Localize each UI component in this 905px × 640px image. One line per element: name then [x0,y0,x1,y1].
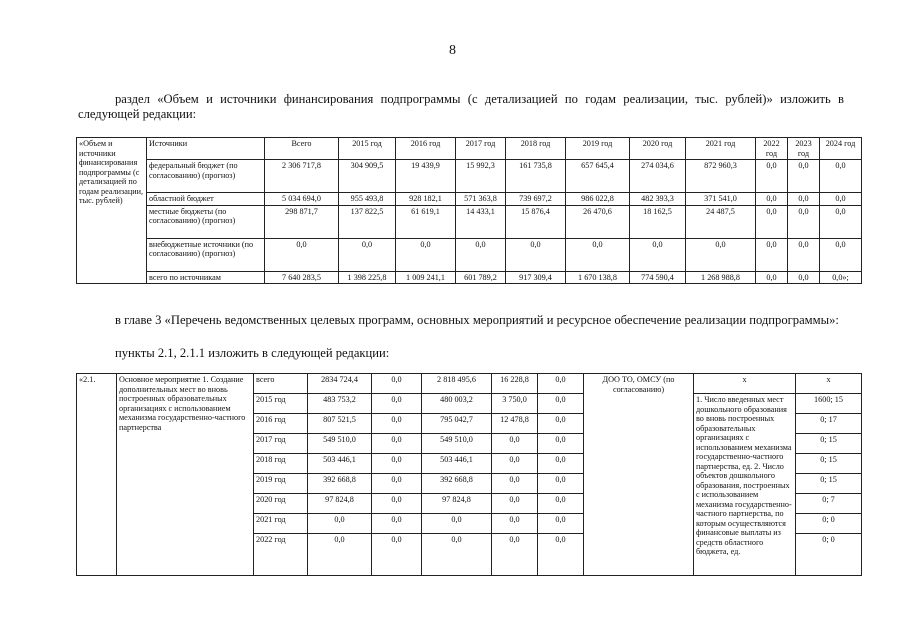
value-cell: 0,0 [492,474,538,494]
table-row [77,205,862,238]
value-cell: 0,0 [756,193,788,206]
header-cell: 2017 год [456,138,506,160]
value-cell: 15 992,3 [456,160,506,193]
value-cell: 0,0 [630,238,686,271]
source-cell: внебюджетные источники (по согласованию) (прогноз) [147,238,265,271]
header-cell: 2023 год [788,138,820,160]
indicators-cell: 1. Число введенных мест дошкольного образования во вновь построенных образовательных организациях с использованием механизма государственно-частного партнерства, ед. 2. Число объектов дошкольного образования, построенных с использованием механизма государственно-частного партнерства, по которым осуществляются финансовые выплаты из средств областного бюджета, ед. [694,394,796,576]
value-cell: 3 750,0 [492,394,538,414]
value-cell: 0,0 [538,434,584,454]
year-cell: 2017 год [254,434,308,454]
value-cell: 601 789,2 [456,271,506,284]
value-cell: 371 541,0 [686,193,756,206]
value-cell: 7 640 283,5 [265,271,339,284]
indicator-value: 0; 15 [796,434,862,454]
event-number: «2.1. [77,374,117,576]
value-cell: 16 228,8 [492,374,538,394]
event-description: Основное мероприятие 1. Создание дополнительных мест во вновь построенных образовательных организациях с использованием механизма государственно-частного партнерства [117,374,254,576]
header-cell: 2021 год [686,138,756,160]
value-cell: 795 042,7 [422,414,492,434]
value-cell: 1 009 241,1 [396,271,456,284]
value-cell: 0,0 [538,534,584,576]
indicator-value: 0; 0 [796,534,862,576]
value-cell: 0,0 [538,514,584,534]
value-cell: 480 003,2 [422,394,492,414]
value-cell: 0,0 [308,514,372,534]
indicator-value: 0; 15 [796,474,862,494]
value-cell: 0,0 [686,238,756,271]
value-cell: 392 668,8 [308,474,372,494]
value-cell: 97 824,8 [422,494,492,514]
value-cell: 0,0 [788,160,820,193]
executor-cell: ДОО ТО, ОМСУ (по согласованию) [584,374,694,576]
value-cell: 0,0 [538,454,584,474]
indicator-value: 1600; 15 [796,394,862,414]
value-cell: 12 478,8 [492,414,538,434]
financing-label: «Объем и источники финансирования подпрограммы (с детализацией по годам реализации, тыс. рублей) [77,138,147,284]
value-cell: 571 363,8 [456,193,506,206]
value-cell: 26 470,6 [566,205,630,238]
value-cell: 0,0 [372,474,422,494]
header-cell: 2018 год [506,138,566,160]
value-cell: 0,0 [492,534,538,576]
value-cell: 97 824,8 [308,494,372,514]
value-cell: 0,0 [538,414,584,434]
value-cell: 0,0 [372,374,422,394]
year-cell: всего [254,374,308,394]
value-cell: 1 398 225,8 [339,271,396,284]
source-cell: всего по источникам [147,271,265,284]
year-cell: 2019 год [254,474,308,494]
value-cell: 503 446,1 [308,454,372,474]
event-table [76,373,862,576]
value-cell: 19 439,9 [396,160,456,193]
value-cell: 0,0 [538,494,584,514]
value-cell: 928 182,1 [396,193,456,206]
value-cell: 2 818 495,6 [422,374,492,394]
value-cell: 61 619,1 [396,205,456,238]
financing-table [76,137,862,284]
x-cell: x [694,374,796,394]
value-cell: 0,0 [372,534,422,576]
value-cell: 0,0 [339,238,396,271]
year-cell: 2015 год [254,394,308,414]
value-cell: 0,0 [492,454,538,474]
value-cell: 0,0 [265,238,339,271]
value-cell: 2834 724,4 [308,374,372,394]
value-cell: 274 034,6 [630,160,686,193]
page-number: 8 [449,43,456,58]
value-cell: 0,0 [372,454,422,474]
table-row [77,271,862,284]
value-cell: 0,0 [372,394,422,414]
value-cell: 503 446,1 [422,454,492,474]
value-cell: 774 590,4 [630,271,686,284]
value-cell: 0,0 [756,271,788,284]
value-cell: 0,0 [492,434,538,454]
value-cell: 0,0 [820,205,862,238]
header-cell: 2015 год [339,138,396,160]
value-cell: 5 034 694,0 [265,193,339,206]
value-cell: 0,0 [820,193,862,206]
year-cell: 2020 год [254,494,308,514]
indicator-value: 0; 0 [796,514,862,534]
year-cell: 2018 год [254,454,308,474]
value-cell: 917 309,4 [506,271,566,284]
value-cell: 739 697,2 [506,193,566,206]
value-cell: 0,0 [456,238,506,271]
header-cell: 2022 год [756,138,788,160]
source-cell: областной бюджет [147,193,265,206]
paragraph-points: пункты 2.1, 2.1.1 изложить в следующей редакции: [115,346,390,360]
indicator-value: 0; 17 [796,414,862,434]
x-cell: x [796,374,862,394]
value-cell: 0,0 [756,205,788,238]
year-cell: 2021 год [254,514,308,534]
value-cell: 0,0 [788,193,820,206]
indicator-value: 0; 15 [796,454,862,474]
header-cell: 2016 год [396,138,456,160]
value-cell: 0,0 [372,414,422,434]
value-cell: 161 735,8 [506,160,566,193]
paragraph-chapter-3: в главе 3 «Перечень ведомственных целевых программ, основных мероприятий и ресурсное обеспечение реализации подпрограммы»: [115,313,839,327]
value-cell: 0,0 [492,494,538,514]
value-cell: 549 510,0 [422,434,492,454]
value-cell: 807 521,5 [308,414,372,434]
value-cell: 15 876,4 [506,205,566,238]
year-cell: 2022 год [254,534,308,576]
value-cell: 304 909,5 [339,160,396,193]
value-cell: 0,0 [820,238,862,271]
header-cell: 2024 год [820,138,862,160]
value-cell: 0,0 [538,374,584,394]
value-cell: 0,0 [372,434,422,454]
value-cell: 18 162,5 [630,205,686,238]
table-row [77,160,862,193]
value-cell: 0,0 [788,238,820,271]
value-cell: 657 645,4 [566,160,630,193]
value-cell: 0,0 [308,534,372,576]
value-cell: 0,0 [372,494,422,514]
header-cell: Всего [265,138,339,160]
value-cell: 0,0 [566,238,630,271]
source-cell: федеральный бюджет (по согласованию) (прогноз) [147,160,265,193]
value-cell: 0,0 [756,160,788,193]
header-cell: Источники [147,138,265,160]
value-cell: 0,0 [422,514,492,534]
indicator-value: 0; 7 [796,494,862,514]
paragraph-section-financing: раздел «Объем и источники финансирования подпрограммы (с детализацией по годам реализации, тыс. рублей)» изложить в следующей редакции: [78,92,844,121]
value-cell: 0,0 [788,271,820,284]
value-cell: 955 493,8 [339,193,396,206]
value-cell: 549 510,0 [308,434,372,454]
value-cell: 0,0 [756,238,788,271]
value-cell: 1 670 138,8 [566,271,630,284]
value-cell: 1 268 988,8 [686,271,756,284]
value-cell: 0,0 [372,514,422,534]
source-cell: местные бюджеты (по согласованию) (прогноз) [147,205,265,238]
value-cell: 137 822,5 [339,205,396,238]
header-cell: 2020 год [630,138,686,160]
value-cell: 0,0 [538,474,584,494]
value-cell: 0,0 [820,160,862,193]
value-cell: 0,0 [538,394,584,414]
value-cell: 0,0 [492,514,538,534]
value-cell: 0,0 [422,534,492,576]
header-cell: 2019 год [566,138,630,160]
value-cell: 483 753,2 [308,394,372,414]
table-row [77,193,862,206]
value-cell: 392 668,8 [422,474,492,494]
value-cell: 24 487,5 [686,205,756,238]
value-cell: 872 960,3 [686,160,756,193]
value-cell: 14 433,1 [456,205,506,238]
value-cell: 482 393,3 [630,193,686,206]
value-cell: 0,0»; [820,271,862,284]
value-cell: 0,0 [506,238,566,271]
value-cell: 298 871,7 [265,205,339,238]
value-cell: 2 306 717,8 [265,160,339,193]
value-cell: 986 022,8 [566,193,630,206]
value-cell: 0,0 [788,205,820,238]
table-row [77,238,862,271]
year-cell: 2016 год [254,414,308,434]
value-cell: 0,0 [396,238,456,271]
